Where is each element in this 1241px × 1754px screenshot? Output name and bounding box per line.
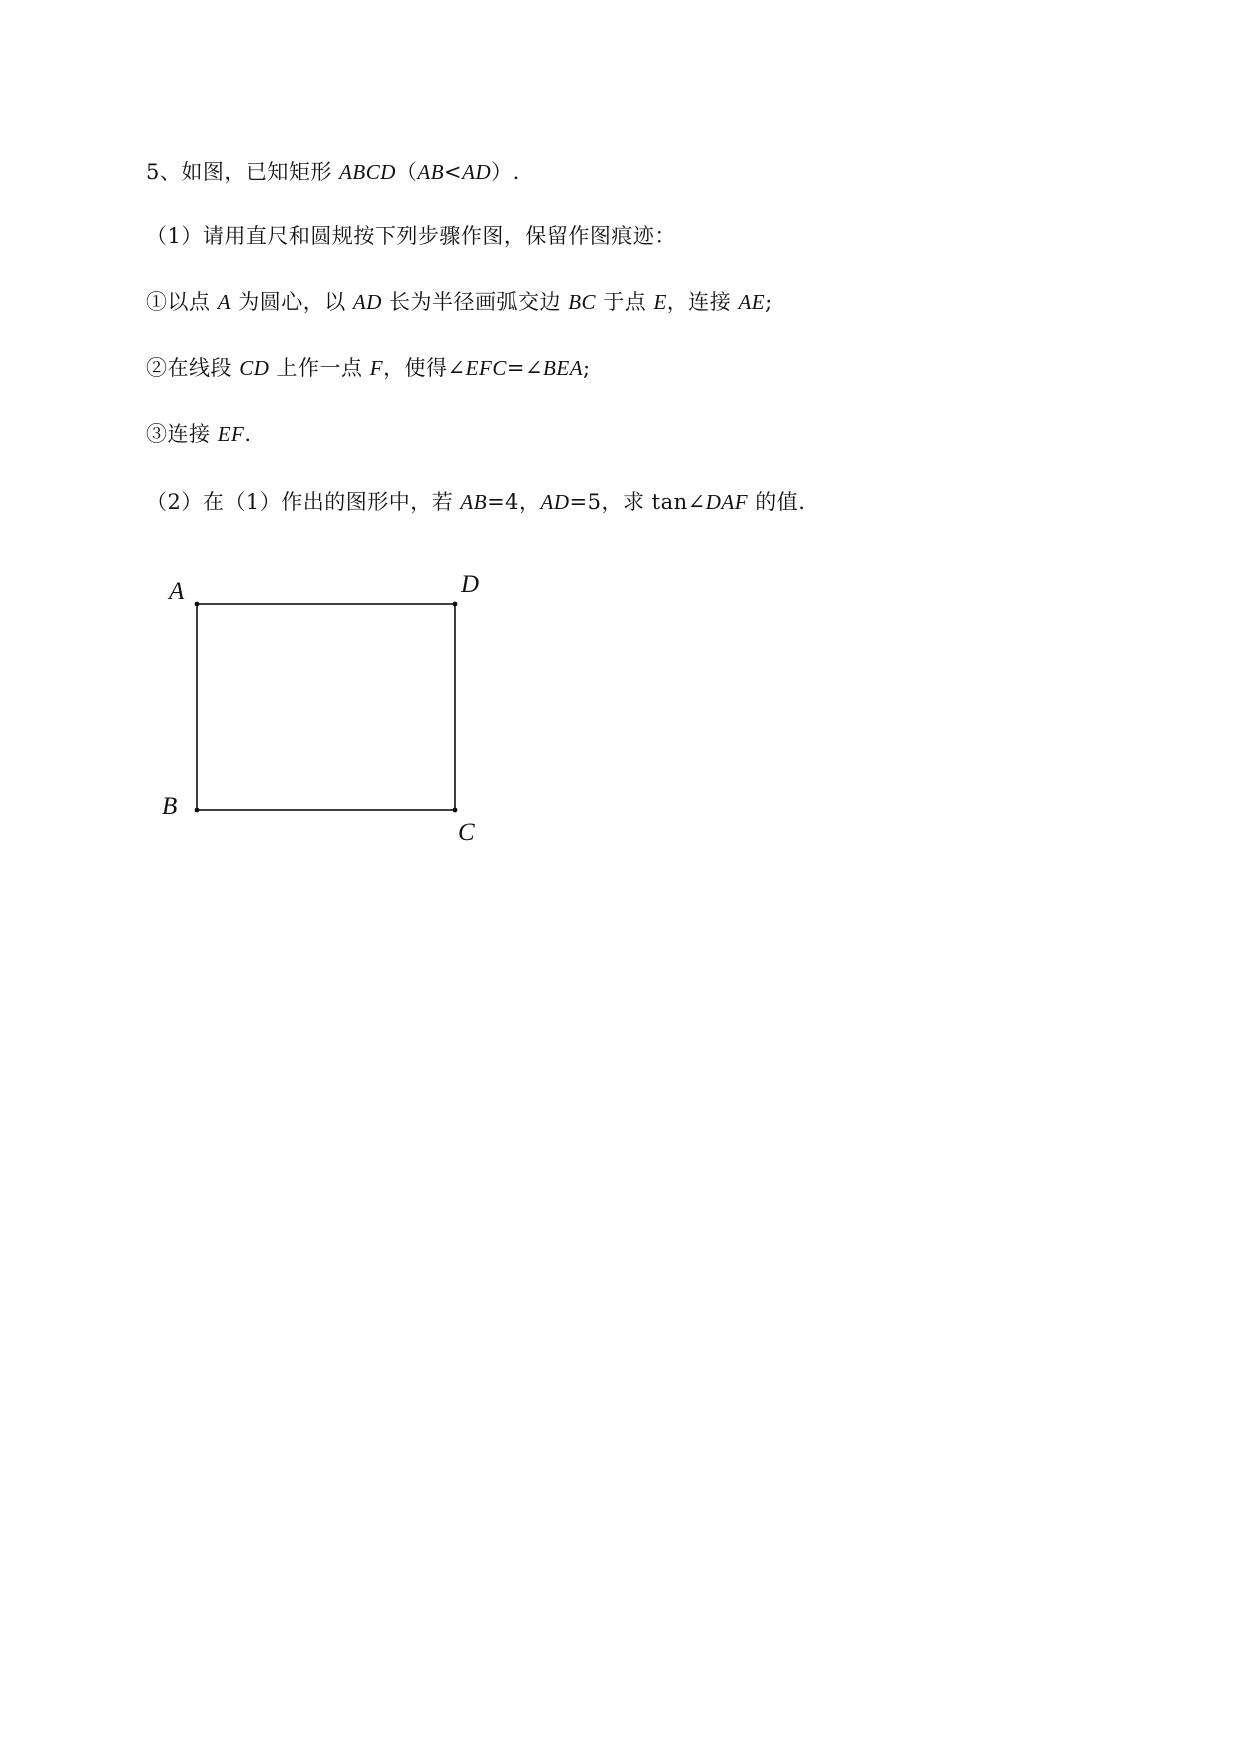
problem-title: 5、如图，已知矩形 ABCD（AB<AD）. <box>146 160 520 184</box>
vertex-dot-c <box>453 808 458 813</box>
step-3: ③连接 EF. <box>146 422 252 446</box>
part-1-label: （1） <box>146 224 203 248</box>
step-2-marker: ② <box>146 356 168 380</box>
vertex-label-b: B <box>162 793 178 820</box>
rectangle-abcd <box>197 604 455 810</box>
vertex-label-a: A <box>169 578 185 605</box>
part-2-question: （2）在（1）作出的图形中，若 AB=4，AD=5，求 tan∠DAF 的值. <box>146 490 806 514</box>
problem-number: 5、 <box>146 160 182 184</box>
vertex-label-c: C <box>458 819 475 846</box>
step-2: ②在线段 CD 上作一点 F，使得∠EFC=∠BEA; <box>146 356 591 380</box>
vertex-label-d: D <box>461 571 480 598</box>
part-1-instruction: （1）请用直尺和圆规按下列步骤作图，保留作图痕迹： <box>146 224 676 248</box>
step-3-marker: ③ <box>146 422 168 446</box>
step-1-marker: ① <box>146 290 168 314</box>
vertex-dot-a <box>195 602 200 607</box>
rectangle-figure <box>150 568 500 858</box>
vertex-dot-d <box>453 602 458 607</box>
vertex-dot-b <box>195 808 200 813</box>
step-1: ①以点 A 为圆心，以 AD 长为半径画弧交边 BC 于点 E，连接 AE; <box>146 290 773 314</box>
part-2-label: （2） <box>146 490 203 514</box>
rectangle-name: ABCD <box>339 160 396 184</box>
